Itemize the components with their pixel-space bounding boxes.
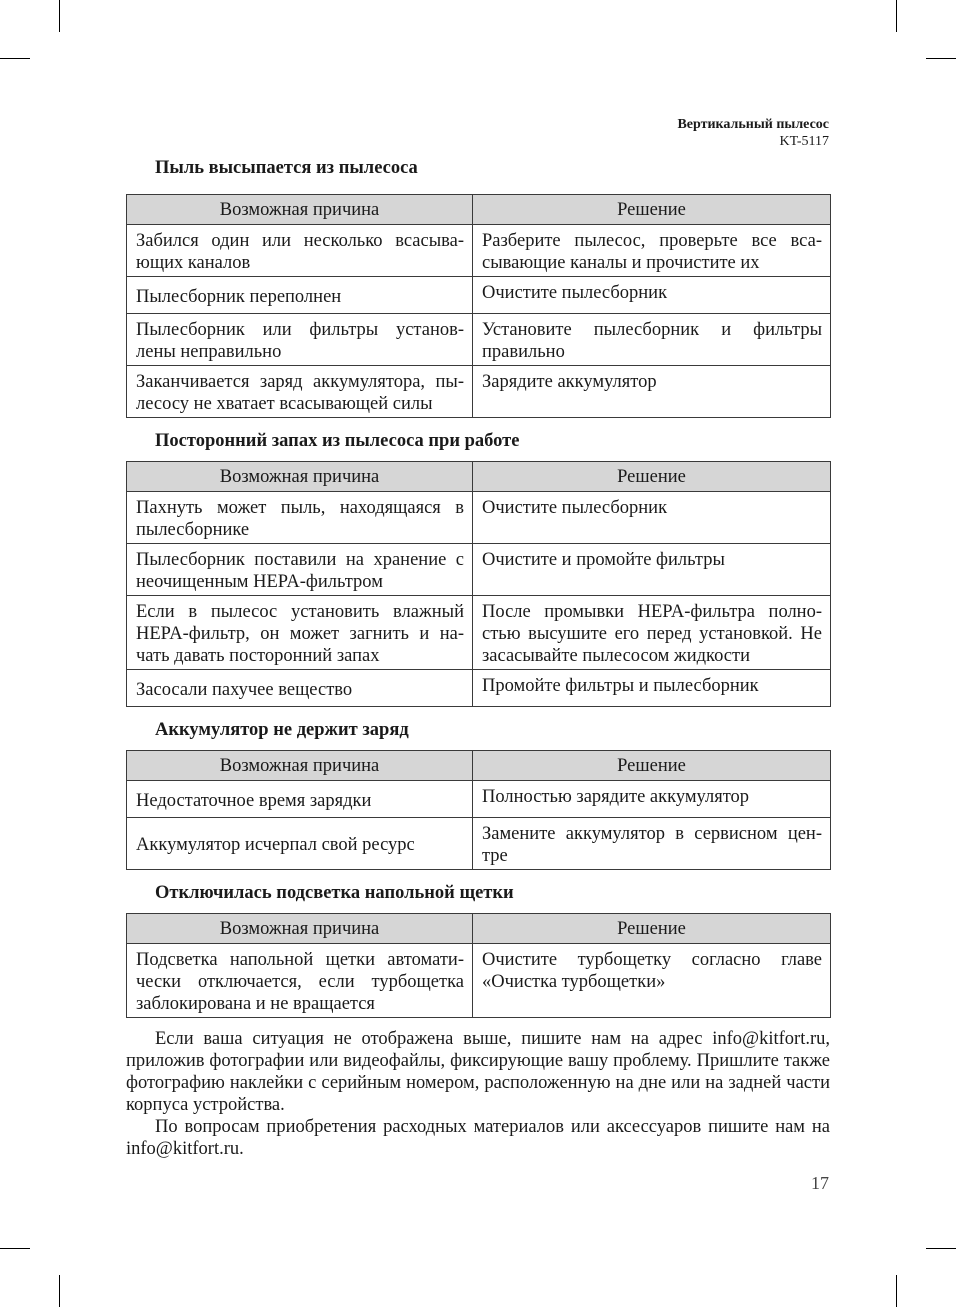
- solution-cell: Зарядите аккумулятор: [473, 366, 831, 418]
- troubleshooting-table: [126, 194, 831, 418]
- table-row: [127, 670, 831, 707]
- solution-cell: Очистите и промойте фильтры: [473, 544, 831, 596]
- troubleshooting-table: [126, 750, 831, 870]
- solution-cell: Замените аккумулятор в сервисном цен-тре: [473, 818, 831, 870]
- solution-cell: После промывки HEPA-фильтра полно-стью высушите его перед установкой. Не засасывайте пылесосом жидкости: [473, 596, 831, 670]
- section-title: Посторонний запах из пылесоса при работе: [155, 431, 520, 451]
- troubleshooting-table: [126, 913, 831, 1018]
- cause-cell: Подсветка напольной щетки автомати-чески отключается, если турбощетка заблокирована и не вращается: [127, 944, 473, 1018]
- table-header-row: [127, 914, 831, 944]
- table-header-row: [127, 195, 831, 225]
- crop-mark: [0, 1248, 30, 1249]
- solution-cell: Очистите пылесборник: [473, 492, 831, 544]
- cause-cell: Заканчивается заряд аккумулятора, пы-лесосу не хватает всасывающей силы: [127, 366, 473, 418]
- crop-mark: [0, 58, 30, 59]
- table-header-row: [127, 751, 831, 781]
- running-head-model: KT-5117: [779, 134, 829, 149]
- cause-cell: Пылесборник или фильтры установ-лены неправильно: [127, 314, 473, 366]
- table-row: [127, 596, 831, 670]
- section-title: Пыль высыпается из пылесоса: [155, 158, 418, 178]
- table-row: [127, 314, 831, 366]
- column-header-cause: Возможная причина: [127, 462, 473, 492]
- solution-cell: Полностью зарядите аккумулятор: [473, 781, 831, 818]
- solution-cell: Разберите пылесос, проверьте все вса-сывающие каналы и прочистите их: [473, 225, 831, 277]
- cause-cell: Забился один или несколько всасыва-ющих каналов: [127, 225, 473, 277]
- column-header-solution: Решение: [473, 751, 831, 781]
- contact-paragraph: Если ваша ситуация не отображена выше, пишите нам на адрес info@kitfort.ru, приложив фотографии или видеофайлы, фиксирующие вашу проблему. Пришлите также фотографию наклейки с серийным номером, расположенную на дне или на задней части корпуса устройства.: [126, 1029, 830, 1115]
- crop-mark: [926, 58, 956, 59]
- table-header-row: [127, 462, 831, 492]
- page-number: 17: [811, 1173, 829, 1193]
- crop-mark: [896, 0, 897, 32]
- crop-mark: [59, 0, 60, 32]
- cause-cell: Пахнуть может пыль, находящаяся в пылесборнике: [127, 492, 473, 544]
- column-header-solution: Решение: [473, 195, 831, 225]
- troubleshooting-table: [126, 461, 831, 707]
- cause-cell: Засосали пахучее вещество: [127, 670, 473, 707]
- running-head-title: Вертикальный пылесос: [677, 117, 829, 132]
- cause-cell: Если в пылесос установить влажный HEPA-фильтр, он может загнить и на-чать давать посторонний запах: [127, 596, 473, 670]
- running-head: [677, 116, 829, 150]
- cause-cell: Недостаточное время зарядки: [127, 781, 473, 818]
- solution-cell: Очистите турбощетку согласно главе «Очистка турбощетки»: [473, 944, 831, 1018]
- column-header-solution: Решение: [473, 462, 831, 492]
- page-content: [126, 157, 830, 1160]
- table-row: [127, 818, 831, 870]
- table-row: [127, 544, 831, 596]
- column-header-cause: Возможная причина: [127, 195, 473, 225]
- table-row: [127, 366, 831, 418]
- cause-cell: Пылесборник переполнен: [127, 277, 473, 314]
- cause-cell: Аккумулятор исчерпал свой ресурс: [127, 818, 473, 870]
- column-header-cause: Возможная причина: [127, 914, 473, 944]
- crop-mark: [896, 1275, 897, 1307]
- crop-mark: [926, 1248, 956, 1249]
- section-title: Аккумулятор не держит заряд: [155, 720, 409, 740]
- table-row: [127, 225, 831, 277]
- column-header-solution: Решение: [473, 914, 831, 944]
- cause-cell: Пылесборник поставили на хранение с неочищенным HEPA-фильтром: [127, 544, 473, 596]
- solution-cell: Очистите пылесборник: [473, 277, 831, 314]
- crop-mark: [59, 1275, 60, 1307]
- solution-cell: Промойте фильтры и пылесборник: [473, 670, 831, 707]
- column-header-cause: Возможная причина: [127, 751, 473, 781]
- section-title: Отключилась подсветка напольной щетки: [155, 883, 514, 903]
- solution-cell: Установите пылесборник и фильтры правильно: [473, 314, 831, 366]
- accessories-paragraph: По вопросам приобретения расходных материалов или аксессуаров пишите нам на info@kitfort.ru.: [126, 1117, 830, 1159]
- table-row: [127, 492, 831, 544]
- table-row: [127, 944, 831, 1018]
- table-row: [127, 277, 831, 314]
- table-row: [127, 781, 831, 818]
